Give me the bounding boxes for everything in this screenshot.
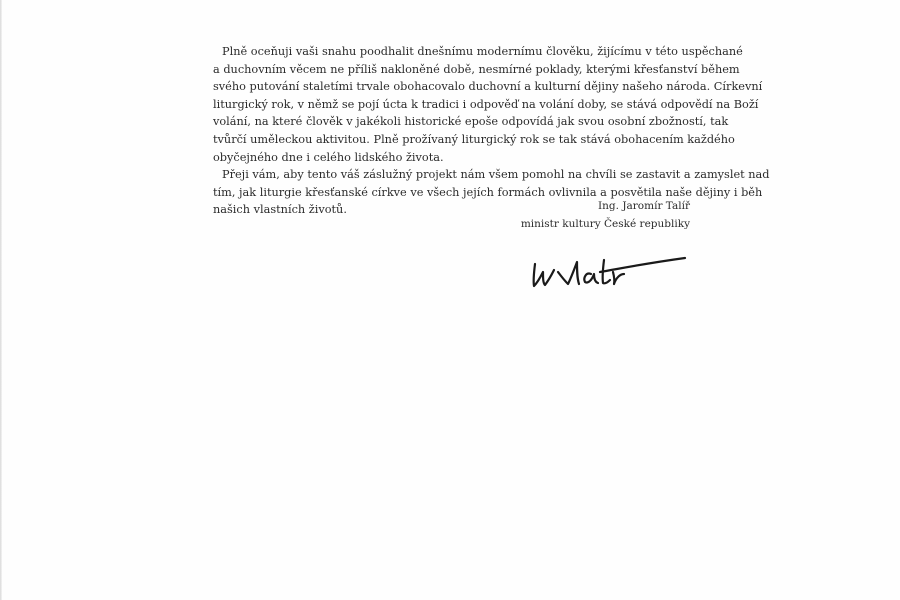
signatory-name: Ing. Jaromír Talíř <box>598 200 690 212</box>
text-line: svého putování staletími trvale obohacovalo duchovní a kulturní dějiny našeho národa. Církevní <box>213 80 763 94</box>
handwritten-signature-icon <box>528 250 693 300</box>
page-edge <box>0 0 2 600</box>
letter-body <box>213 43 770 219</box>
text-line: a duchovním věcem ne příliš nakloněné době, nesmírné poklady, kterými křesťanství během <box>213 62 740 76</box>
text-line: tvůrčí uměleckou aktivitou. Plně prožívaný liturgický rok se tak stává obohacením každého <box>213 132 735 146</box>
signatory-title: ministr kultury České republiky <box>520 217 690 230</box>
text-line: našich vlastních životů. <box>213 203 347 217</box>
signature-block <box>521 198 690 233</box>
text-line: Přeji vám, aby tento váš záslužný projekt nám všem pomohl na chvíli se zastavit a zamyslet nad <box>222 168 770 182</box>
text-line: volání, na které člověk v jakékoli historické epoše odpovídá jak svou osobní zbožností, tak <box>213 115 729 129</box>
text-line: liturgický rok, v němž se pojí úcta k tradici i odpověď na volání doby, se stává odpovědí na Boží <box>213 97 759 111</box>
paragraph-1 <box>213 43 763 166</box>
text-line: obyčejného dne i celého lidského života. <box>213 150 444 164</box>
text-line: tím, jak liturgie křesťanské církve ve všech jejích formách ovlivnila a posvětila naše dějiny i běh <box>213 185 763 199</box>
text-line: Plně oceňuji vaši snahu poodhalit dnešnímu modernímu člověku, žijícímu v této uspěchané <box>222 45 743 58</box>
